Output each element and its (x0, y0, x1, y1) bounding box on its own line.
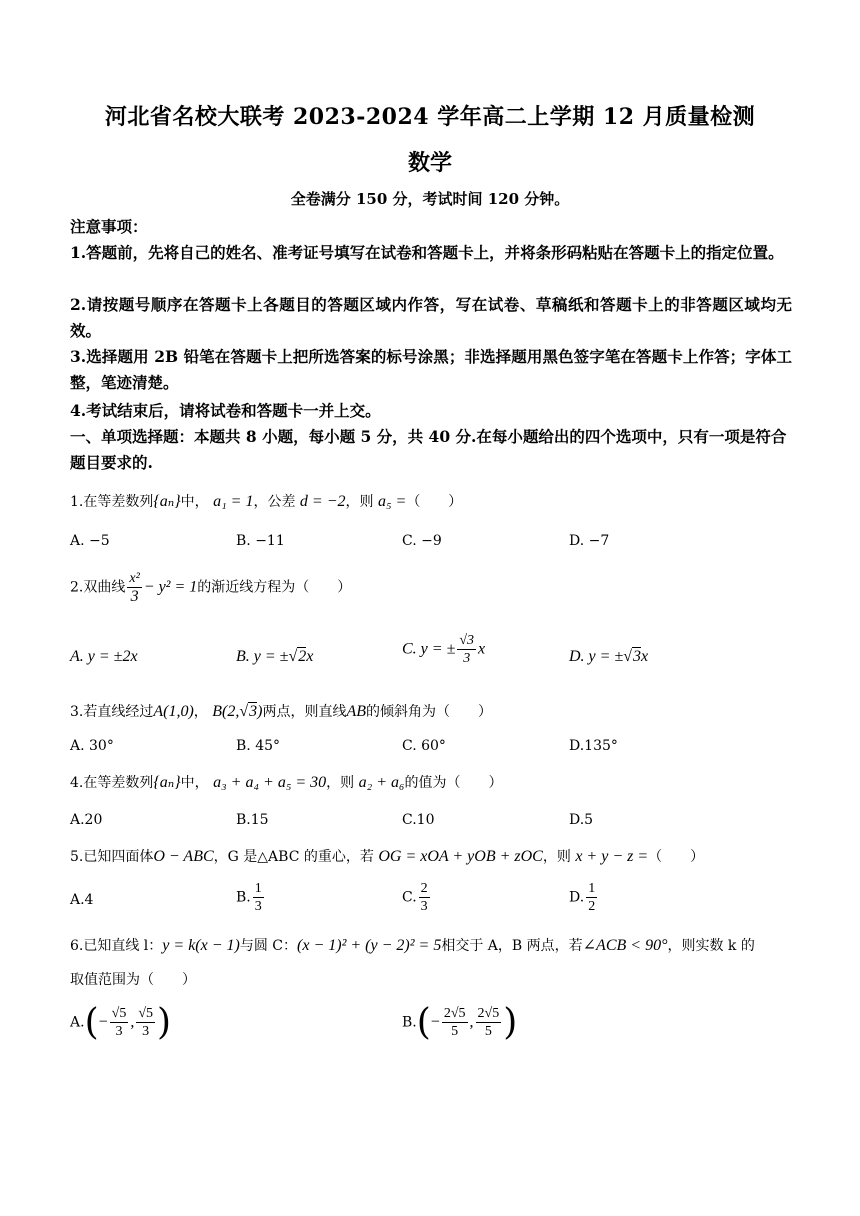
q5-solid: O − ABC (153, 848, 214, 865)
q6-option-a-num1: √5 (111, 1006, 127, 1021)
q3-point-b-pre: B(2,√ (212, 703, 249, 720)
q6-option-a-label: A. (70, 1014, 85, 1031)
q4-option-c: C.10 (402, 812, 435, 828)
q6-option-b-den1: 5 (451, 1024, 459, 1039)
q2-option-a-text: A. y = ±2x (70, 648, 138, 665)
q2-option-b-radicand: 2 (298, 648, 307, 665)
q2-option-c-frac (457, 632, 476, 667)
q5-option-c-frac (419, 880, 430, 915)
q3-option-d: D.135° (569, 738, 618, 754)
q6-text-d: ，则实数 k 的 (667, 938, 755, 954)
q2-eq-rest: − y² = 1 (143, 578, 198, 596)
q6-text-b: 与圆 C： (239, 938, 298, 954)
q6-option-a-den2: 3 (142, 1024, 150, 1039)
question-2 (70, 570, 792, 605)
q5-option-c-label: C. (402, 889, 417, 906)
q6-option-b-label: B. (402, 1014, 417, 1031)
question-3 (70, 700, 792, 724)
q6-option-b-frac1 (442, 1005, 468, 1040)
q6-option-a-frac2 (136, 1005, 155, 1040)
q6-option-a-frac1 (110, 1005, 129, 1040)
q1-option-a: A. −5 (70, 533, 110, 549)
q1-mid3: ，则 (345, 494, 374, 510)
q6-option-b-open-paren: ( (416, 1002, 431, 1043)
q2-option-d-post: x (641, 648, 649, 665)
q6-option-a-close-paren: ) (157, 1002, 172, 1043)
q5-tail: （ ） (648, 849, 705, 865)
q2-prefix: 2.双曲线 (70, 579, 126, 596)
q5-option-d-label: D. (569, 889, 585, 906)
q3-text-b: 两点，则直线 (262, 704, 347, 720)
q3-option-b: B. 45° (236, 738, 281, 754)
q5-option-d-den: 2 (588, 899, 596, 914)
q2-frac-num: x² (129, 571, 140, 586)
q6-text-c: 相交于 A，B 两点，若 (441, 938, 583, 954)
q4-target: a₂ + a₆ (358, 774, 405, 791)
q4-seq: {aₙ} (153, 774, 181, 791)
q2-option-b-post: x (306, 648, 314, 665)
q2-option-d-pre: D. y = ±√ (569, 648, 633, 665)
q6-option-b-frac2 (476, 1005, 502, 1040)
q6-option-a-num2: √5 (138, 1006, 154, 1021)
q6-option-b-num2: 2√5 (477, 1006, 500, 1021)
q3-option-a: A. 30° (70, 738, 114, 754)
q6-option-b-close-paren: ) (503, 1002, 518, 1043)
q5-option-b-num: 1 (254, 881, 262, 896)
q1-option-b: B. −11 (236, 533, 285, 549)
q1-prefix: 1.在等差数列 (70, 494, 154, 510)
q6-option-b-num1: 2√5 (443, 1006, 466, 1021)
section-heading: 一、单项选择题：本题共 8 小题，每小题 5 分，共 40 分.在每小题给出的四个选项中，只有一项是符合题目要求的. (70, 427, 787, 472)
question-6 (70, 934, 792, 958)
q5-option-a: A.4 (70, 892, 94, 908)
question-5 (70, 845, 792, 869)
q5-option-d-num: 1 (588, 881, 596, 896)
q6-angle: ∠ACB < 90° (582, 937, 668, 954)
q3-text-c: 的倾斜角为（ ） (366, 704, 493, 720)
note-item: 1.答题前，先将自己的姓名、准考证号填写在试卷和答题卡上，并将条形码粘贴在答题卡上的指定位置。 (70, 243, 784, 262)
q1-option-d: D. −7 (569, 533, 610, 549)
q3-option-c: C. 60° (402, 738, 446, 754)
q4-cond: a₃ + a₄ + a₅ = 30 (213, 774, 327, 791)
q5-option-d (569, 880, 599, 915)
q5-option-d-frac (586, 880, 597, 915)
q6-line-eq: y = k(x − 1) (162, 937, 240, 954)
q1-tail: （ ） (406, 494, 463, 510)
q6-circle-eq: (x − 1)² + (y − 2)² = 5 (297, 937, 442, 954)
q4-mid: 中， (180, 775, 209, 791)
q2-option-b (236, 648, 313, 666)
q6-text-a: 6.已知直线 l： (70, 938, 163, 954)
exam-meta: 全卷满分 150 分，考试时间 120 分钟。 (290, 190, 570, 208)
q5-option-c-den: 3 (420, 899, 428, 914)
q2-option-b-pre: B. y = ±√ (236, 648, 298, 665)
q1-target: a₅ = (377, 493, 407, 510)
exam-subject: 数学 (407, 150, 452, 176)
q3-point-b-radicand: 3 (249, 703, 258, 720)
q4-mid2: ，则 (326, 775, 355, 791)
q3-point-a: A(1,0) (153, 703, 194, 720)
q2-option-c-den: 3 (463, 651, 471, 666)
q5-option-b (236, 880, 266, 915)
q5-option-b-label: B. (236, 889, 251, 906)
q4-option-a: A.20 (70, 812, 103, 828)
q2-option-a (70, 648, 138, 666)
q6-option-b-den2: 5 (484, 1024, 492, 1039)
q2-suffix: 的渐近线方程为（ ） (197, 579, 352, 596)
note-item: 3.选择题用 2B 铅笔在答题卡上把所选答案的标号涂黑；非选择题用黑色签字笔在答题卡上作答；字体工整，笔迹清楚。 (70, 347, 792, 392)
q4-option-b: B.15 (236, 812, 269, 828)
q4-prefix: 4.在等差数列 (70, 775, 154, 791)
q5-option-c-num: 2 (420, 881, 428, 896)
q2-option-c-post: x (478, 640, 486, 658)
q6-option-a-open-paren: ( (84, 1002, 99, 1043)
q5-option-b-frac (253, 880, 264, 915)
q5-option-c (402, 880, 432, 915)
q1-seq: {aₙ} (153, 493, 181, 510)
q5-option-b-den: 3 (254, 899, 262, 914)
q1-cond2: d = −2 (299, 493, 346, 510)
q2-fraction (127, 570, 141, 605)
question-6-line-2: 取值范围为（ ） (70, 972, 196, 988)
q5-vector-eq: OG = xOA + yOB + zOC (378, 848, 543, 865)
q4-tail: 的值为（ ） (404, 775, 503, 791)
note-item: 2.请按题号顺序在答题卡上各题目的答题区域内作答，写在试卷、草稿纸和答题卡上的非答题区域均无效。 (70, 295, 792, 340)
q2-option-c-num: √3 (459, 633, 475, 648)
q3-text-a: 3.若直线经过 (70, 704, 154, 720)
q3-sep: ， (193, 704, 208, 720)
q1-mid2: ，公差 (253, 494, 296, 510)
note-item: 4.考试结束后，请将试卷和答题卡一并上交。 (70, 401, 381, 420)
q2-option-d (569, 648, 648, 666)
q1-mid1: 中， (180, 494, 209, 510)
notes-title: 注意事项： (70, 217, 148, 236)
exam-title: 河北省名校大联考 2023-2024 学年高二上学期 12 月质量检测 (104, 104, 756, 130)
q6-option-b: B.(− $\frac{2√5}{5}$ , $\frac{2√5}{5}$ ) (402, 1002, 518, 1043)
q5-target: x + y − z = (575, 848, 649, 865)
q2-option-c (402, 632, 485, 667)
q3-line: AB (346, 703, 367, 720)
q3-point-b-post: ) (257, 703, 263, 720)
q6-option-a: A.(− $\frac{√5}{3}$ , $\frac{√5}{3}$ ) (70, 1002, 172, 1043)
q4-option-d: D.5 (569, 812, 594, 828)
q5-mid2: ，则 (542, 849, 571, 865)
q2-option-d-radicand: 3 (633, 648, 642, 665)
question-4 (70, 771, 792, 795)
q6-option-a-den1: 3 (115, 1024, 123, 1039)
q5-mid: ，G 是△ABC 的重心，若 (213, 849, 374, 865)
q1-option-c: C. −9 (402, 533, 442, 549)
q2-frac-den: 3 (130, 588, 139, 605)
q2-option-c-pre: C. y = ± (402, 640, 456, 658)
q5-prefix: 5.已知四面体 (70, 849, 154, 865)
q1-cond1: a₁ = 1 (213, 493, 254, 510)
question-1 (70, 490, 792, 514)
